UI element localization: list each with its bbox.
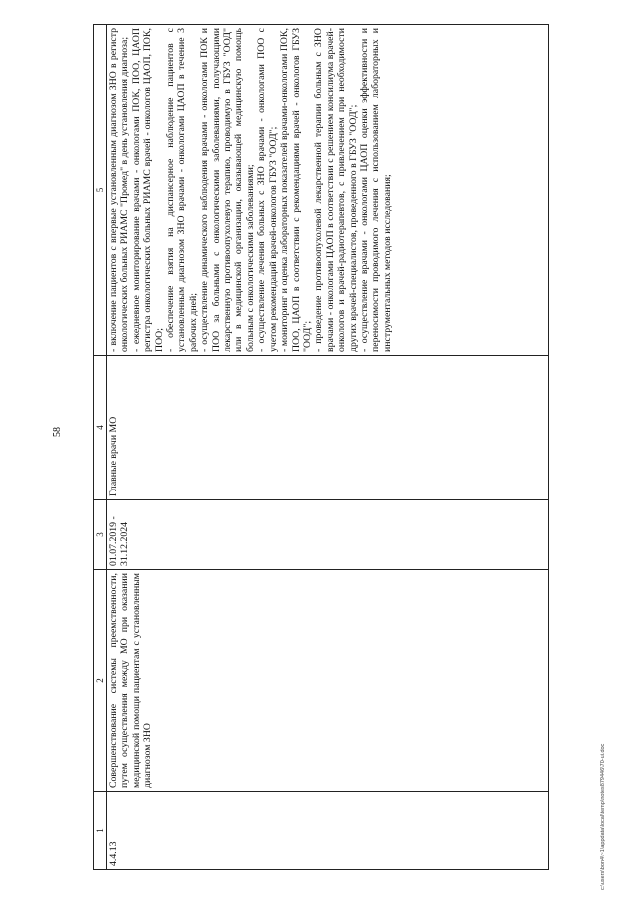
page-number: 58 (52, 427, 63, 437)
expected-results (107, 25, 549, 356)
result-item: - осуществление динамического наблюдения врачами - онкологами ПОК и ПОО за больными с онкологическими заболеваниями, получающими лекарственную противоопухолевую терапию, проводимую в ГБУЗ "ООД" или в медицинской организации, оказывающей медицинскую помощь больным с онкологическими заболеваниями; (199, 28, 256, 352)
result-item: - мониторинг и оценка лабораторных показателей врачами-онкологами ПОК, ПОО, ЦАОП в соответствии с рекомендациями врачей - онкологов ГБУЗ "ООД"; (279, 28, 313, 352)
header-col-1: 1 (94, 792, 107, 870)
measures-table (93, 24, 549, 870)
result-item: - обеспечение взятия на диспансерное наблюдение пациентов с установленным диагнозом ЗНО врачами - онкологами ЦАОП в течение 3 рабочих дней; (165, 28, 199, 352)
footer-file-path: c:\users\bon4\~1\appdata\local\temp\notes879446\70-ui.doc (600, 743, 606, 890)
row-number: 4.4.13 (107, 792, 549, 870)
result-item: - осуществление врачами - онкологами ЦАОП оценки эффективности и переносимости проводимого лечения с использованием лабораторных и инструментальных методов исследования; (358, 28, 393, 352)
responsible-executors: Главные врачи МО (107, 356, 549, 500)
result-item: - проведение противоопухолевой лекарственной терапии больным с ЗНО врачами - онкологами ЦАОП в соответствии с решением консилиума врачей-онкологов и врачей-радиотерапевтов, с привлечением при необходимости других врачей-специалистов, проведенного в ГБУЗ "ООД"; (313, 28, 359, 352)
result-item: - ежедневное мониторирование врачами - онкологами ПОК, ПОО, ЦАОП регистра онкологических больных РИАМС врачей - онкологов ЦАОП, ПОК, ПОО; (130, 28, 165, 352)
landscape-table-container (93, 25, 549, 870)
header-col-2: 2 (94, 570, 107, 792)
event-description: Совершенствование системы преемственности, путем осуществления между МО при оказании медицинской помощи пациентам с установленным диагнозом ЗНО (107, 570, 549, 792)
header-col-4: 4 (94, 356, 107, 500)
table-row (107, 25, 549, 870)
result-item: - осуществление лечения больных с ЗНО врачами - онкологами ПОО с учетом рекомендаций врачей-онкологов ГБУЗ "ООД"; (256, 28, 279, 352)
result-item: - включение пациентов с впервые установленным диагнозом ЗНО в регистр онкологических больных РИАМС "Промед" в день установления диагноза; (108, 28, 131, 352)
header-col-3: 3 (94, 500, 107, 570)
header-col-5: 5 (94, 25, 107, 356)
table-header-row (94, 25, 107, 870)
implementation-period: 01.07.2019 - 31.12.2024 (107, 500, 549, 570)
